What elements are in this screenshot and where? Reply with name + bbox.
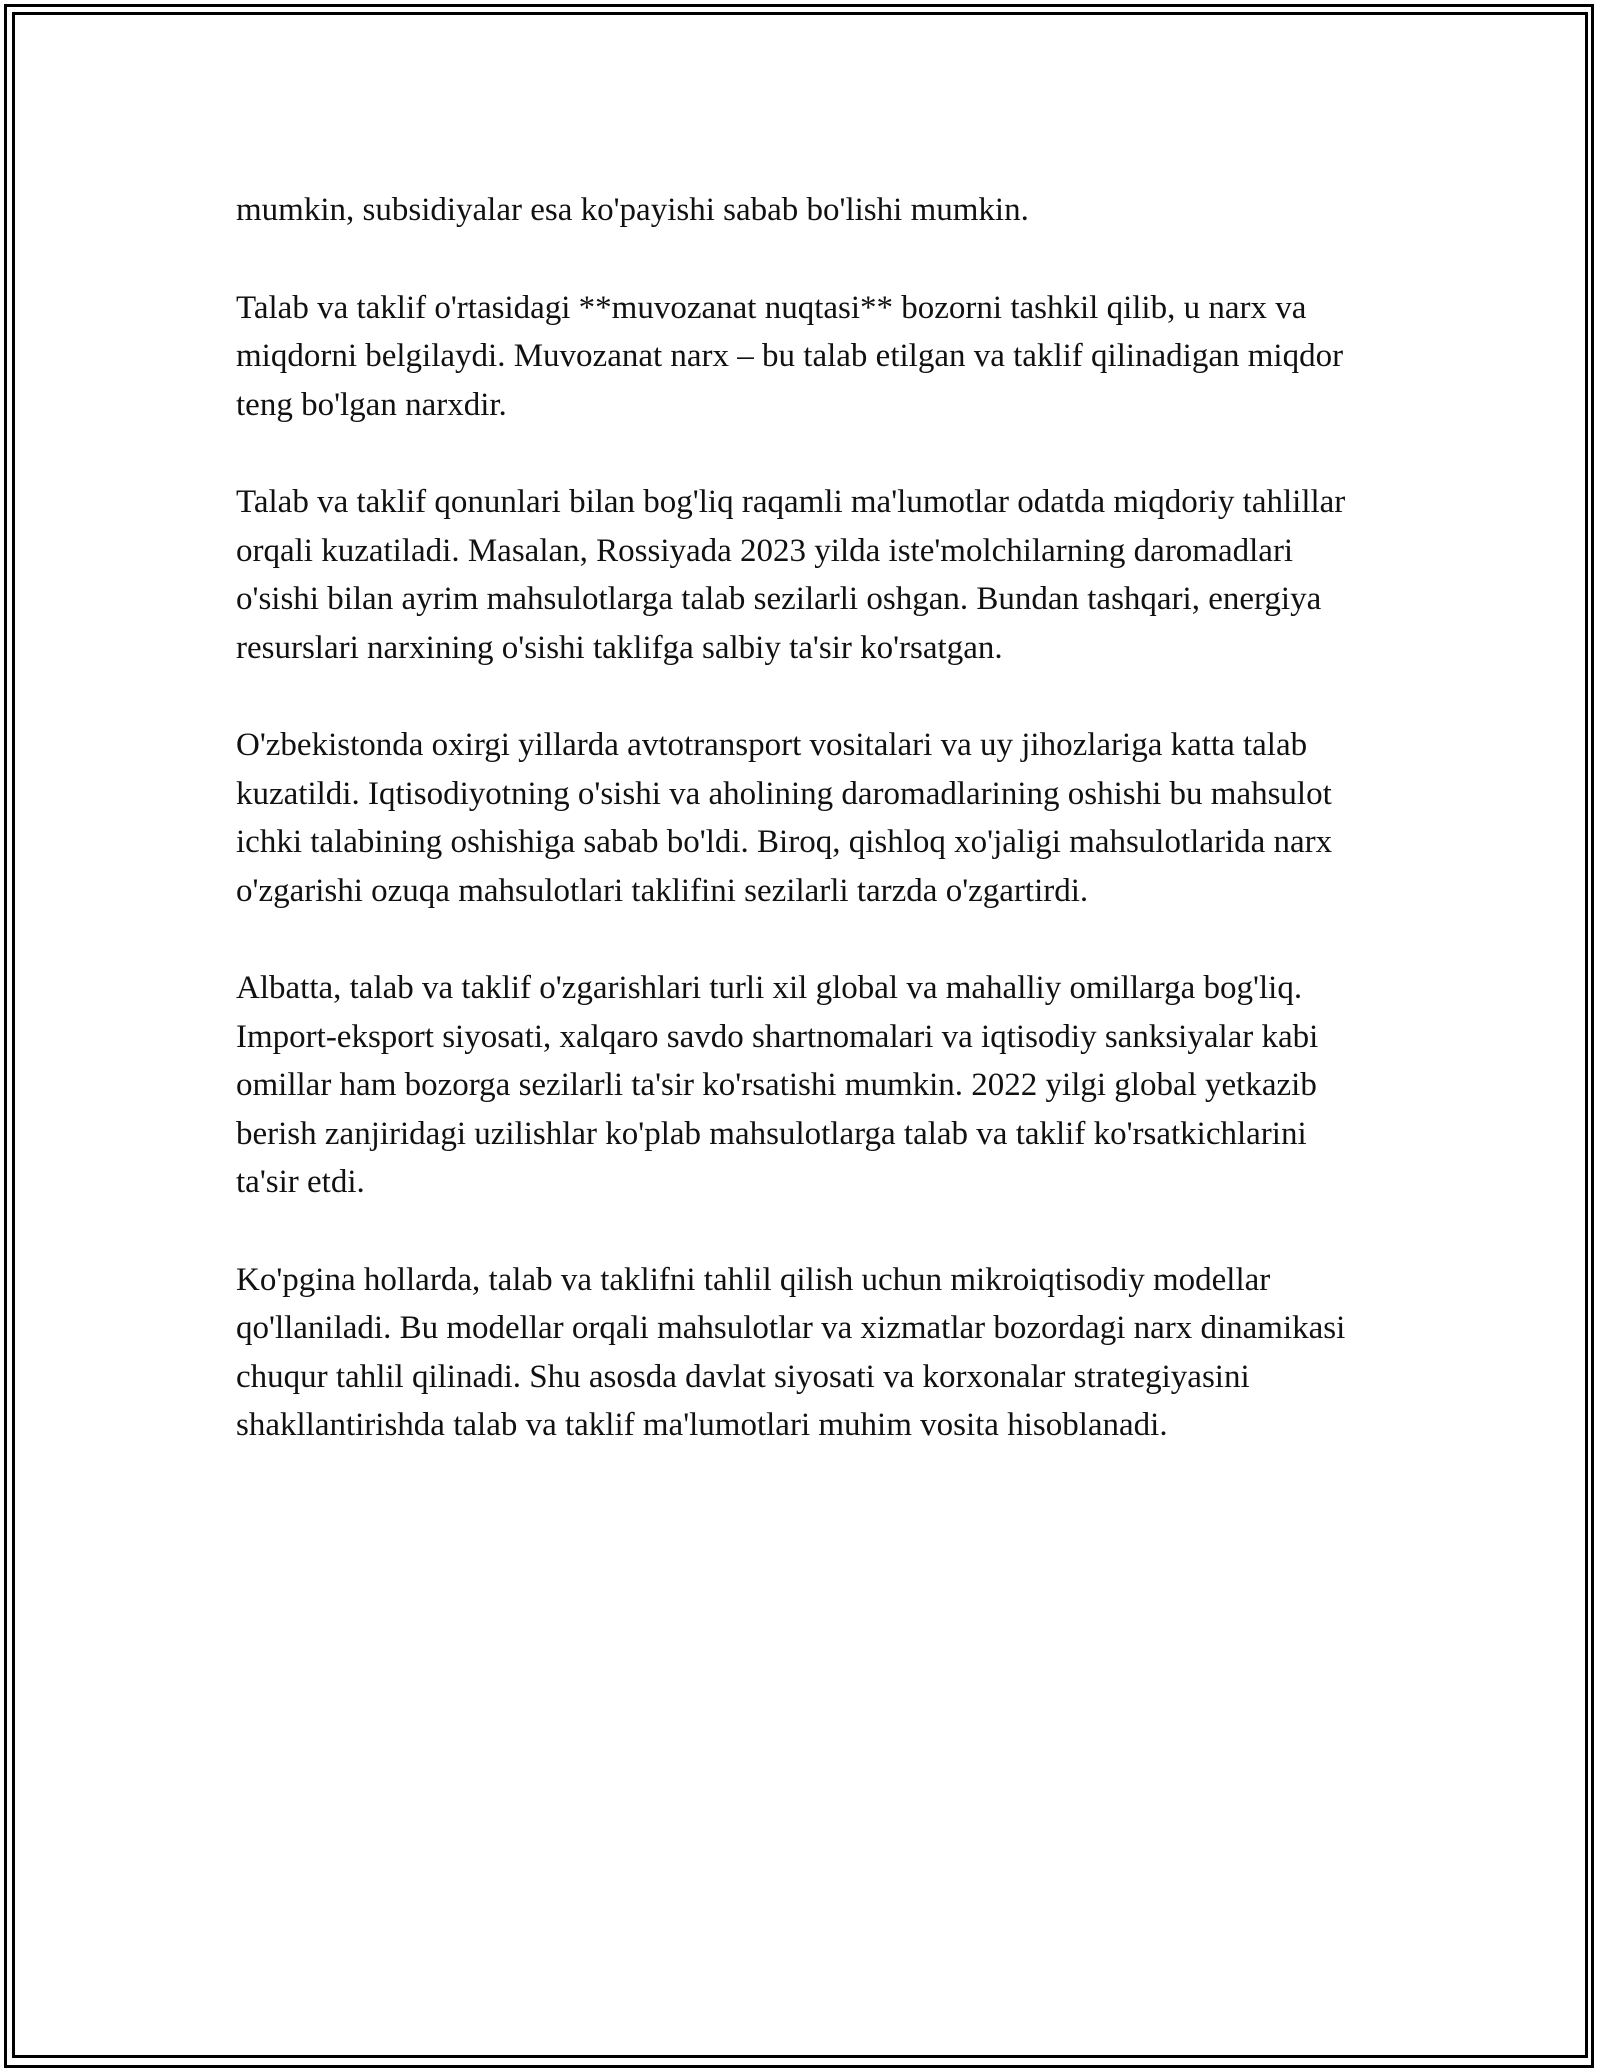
paragraph-global-factors: Albatta, talab va taklif o'zgarishlari turli xil global va mahalliy omillarga bog'liq. Import-eksport siyosati, xalqaro savdo shartnomalari va iqtisodiy sanksiyalar kabi omillar ham bozorga sezilarli ta'sir ko'rsatishi mumkin. 2022 yilgi global yetkazib berish zanjiridagi uzilishlar ko'plab mahsulotlarga talab va taklif ko'rsatkichlarini ta'sir etdi.: [236, 970, 1319, 1200]
paragraph-uzbekistan: O'zbekistonda oxirgi yillarda avtotransport vositalari va uy jihozlariga katta talab kuzatildi. Iqtisodiyotning o'sishi va aholining daromadlarining oshishi bu mahsulot ichki talabining oshishiga sabab bo'ldi. Biroq, qishloq xo'jaligi mahsulotlarida narx o'zgarishi ozuqa mahsulotlari taklifini sezilarli tarzda o'zgartirdi.: [236, 727, 1333, 909]
paragraph-continuation: mumkin, subsidiyalar esa ko'payishi sabab bo'lishi mumkin.: [236, 192, 1029, 228]
paragraph-quantitative-data: Talab va taklif qonunlari bilan bog'liq raqamli ma'lumotlar odatda miqdoriy tahlillar orqali kuzatiladi. Masalan, Rossiyada 2023 yilda iste'molchilarning daromadlari o'sishi bilan ayrim mahsulotlarga talab sezilarli oshgan. Bundan tashqari, energiya resurslari narxining o'sishi taklifga salbiy ta'sir ko'rsatgan.: [236, 484, 1346, 666]
paragraph-microeconomic-models: Ko'pgina hollarda, talab va taklifni tahlil qilish uchun mikroiqtisodiy modellar qo'llaniladi. Bu modellar orqali mahsulotlar va xizmatlar bozordagi narx dinamikasi chuqur tahlil qilinadi. Shu asosda davlat siyosati va korxonalar strategiyasini shakllantirishda talab va taklif ma'lumotlari muhim vosita hisoblanadi.: [236, 1261, 1346, 1443]
paragraph-equilibrium: Talab va taklif o'rtasidagi **muvozanat nuqtasi** bozorni tashkil qilib, u narx va miqdorni belgilaydi. Muvozanat narx – bu talab etilgan va taklif qilinadigan miqdor teng bo'lgan narxdir.: [236, 289, 1344, 423]
document-body: [236, 186, 1376, 1499]
